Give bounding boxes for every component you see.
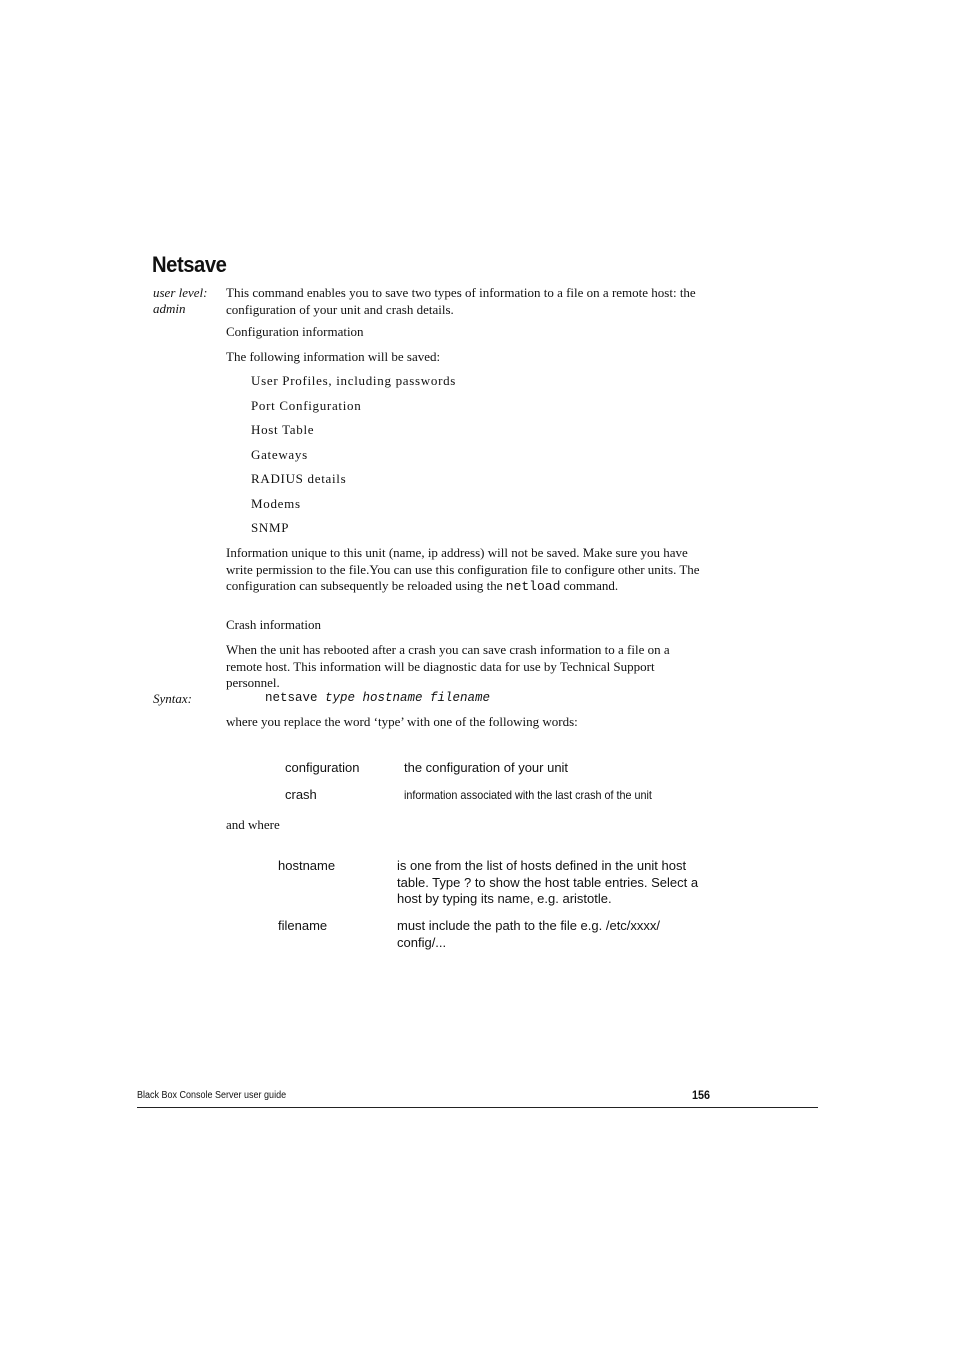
list-item: Gateways <box>251 447 308 462</box>
footer-rule <box>137 1107 818 1108</box>
unique-text-after: command. <box>563 578 619 593</box>
footer-page-number: 156 <box>692 1088 711 1102</box>
type-term: configuration <box>285 760 360 775</box>
param-description: must include the path to the file e.g. /etc/xxxx/ config/... <box>397 918 661 950</box>
user-level-label: user level: <box>153 285 208 300</box>
list-item: Port Configuration <box>251 398 362 413</box>
list-item: Host Table <box>251 422 315 437</box>
saved-intro: The following information will be saved: <box>226 349 441 364</box>
crash-heading: Crash information <box>226 617 321 632</box>
list-item: RADIUS details <box>251 471 347 486</box>
list-item: User Profiles, including passwords <box>251 373 457 388</box>
type-description: the configuration of your unit <box>404 760 569 775</box>
and-where: and where <box>226 817 280 832</box>
replace-paragraph: where you replace the word ‘type’ with one of the following words: <box>226 714 578 729</box>
type-description: information associated with the last crash of the unit <box>404 788 652 802</box>
user-level-value: admin <box>153 301 186 316</box>
param-term: filename <box>278 918 328 933</box>
syntax-args: type hostname filename <box>325 691 491 705</box>
syntax-line <box>265 691 490 705</box>
param-term: hostname <box>278 858 336 873</box>
type-term: crash <box>285 787 317 802</box>
param-description: is one from the list of hosts defined in the unit host table. Type ? to show the host table entries. Select a host by typing its name, e.g. aristotle. <box>397 858 699 906</box>
page-title: Netsave <box>152 252 227 277</box>
intro-paragraph: This command enables you to save two types of information to a file on a remote host: the configuration of your unit and crash details. <box>226 285 696 317</box>
footer-guide-title: Black Box Console Server user guide <box>137 1090 287 1101</box>
unique-text-before: Information unique to this unit (name, ip address) will not be saved. Make sure you have write permission to the file.You can use this configuration file to configure other units. The configuration can subsequently be reloaded using the <box>226 545 700 593</box>
netload-code: netload <box>505 579 561 594</box>
syntax-label: Syntax: <box>153 691 192 706</box>
crash-paragraph: When the unit has rebooted after a crash you can save crash information to a file on a remote host. This information will be diagnostic data for use by Technical Support personnel. <box>226 642 670 690</box>
syntax-command: netsave <box>265 691 318 705</box>
unique-info-paragraph <box>226 545 701 596</box>
config-heading: Configuration information <box>226 324 364 339</box>
list-item: Modems <box>251 496 301 511</box>
list-item: SNMP <box>251 520 290 535</box>
